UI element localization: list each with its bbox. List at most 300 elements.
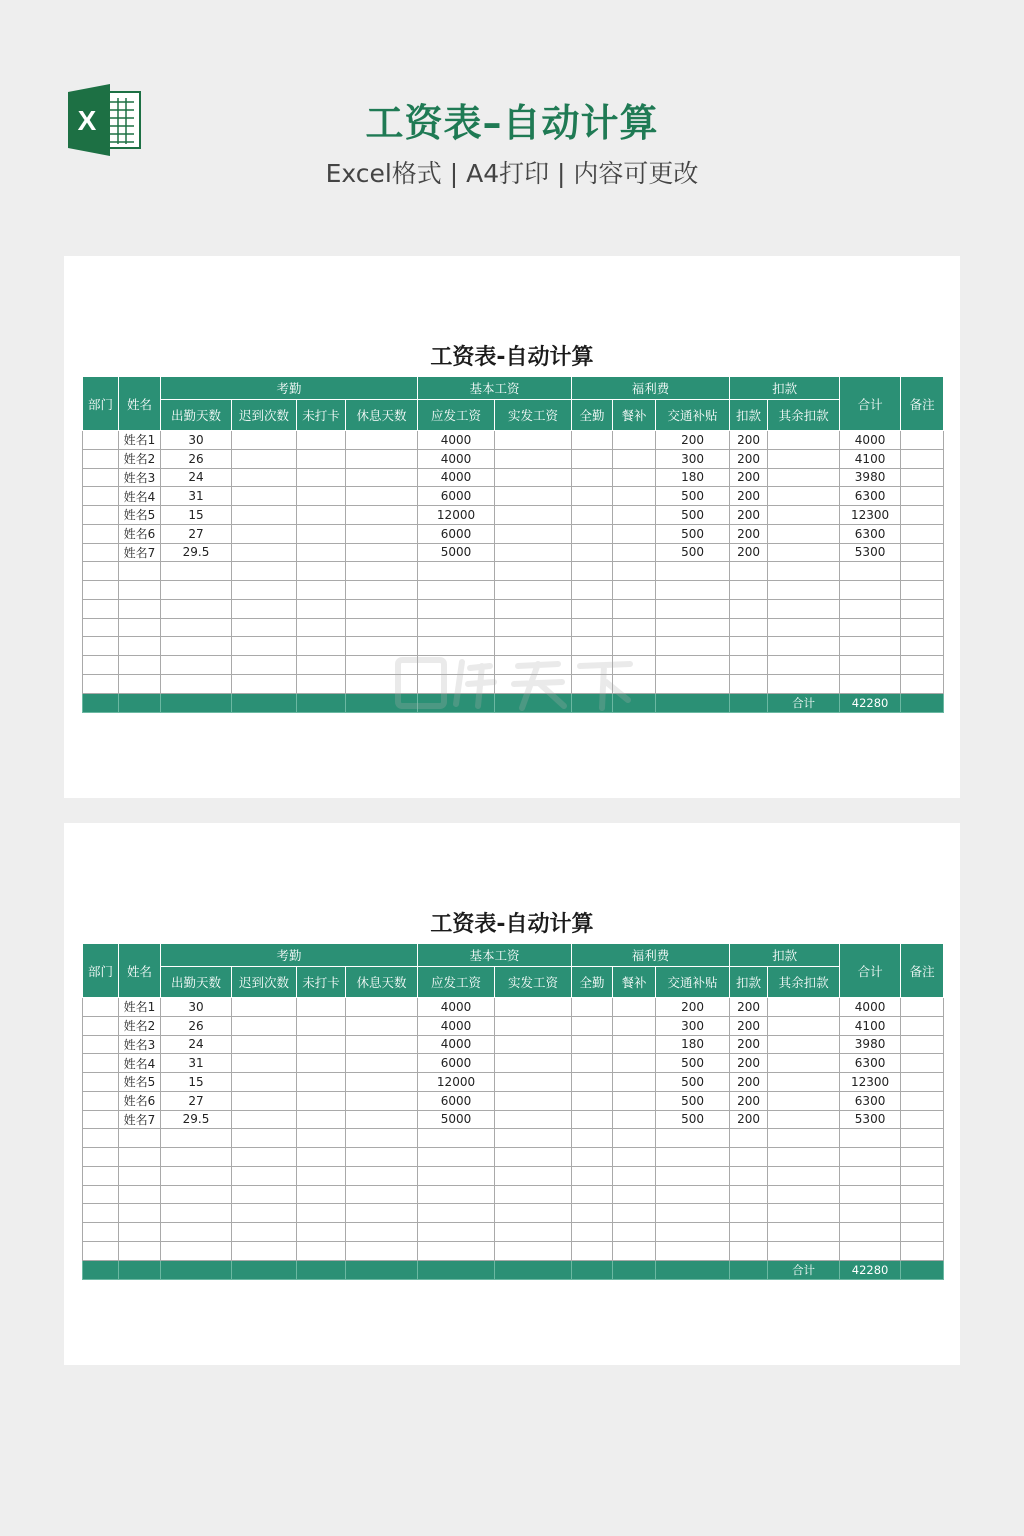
empty-cell[interactable] [418, 1166, 495, 1185]
empty-cell[interactable] [232, 1129, 297, 1148]
cell-dept[interactable] [83, 1054, 119, 1073]
cell-total[interactable]: 4100 [840, 449, 901, 468]
empty-cell[interactable] [161, 1223, 232, 1242]
cell-other-deduct[interactable] [768, 431, 840, 450]
empty-cell[interactable] [297, 637, 346, 656]
cell-deduct[interactable]: 200 [730, 431, 768, 450]
empty-cell[interactable] [768, 637, 840, 656]
cell-rest-days[interactable] [346, 468, 418, 487]
cell-dept[interactable] [83, 506, 119, 525]
cell-work-days[interactable]: 26 [161, 449, 232, 468]
empty-cell[interactable] [613, 656, 656, 675]
cell-work-days[interactable]: 31 [161, 487, 232, 506]
empty-cell[interactable] [418, 562, 495, 581]
empty-cell[interactable] [83, 1148, 119, 1167]
cell-remarks[interactable] [901, 449, 944, 468]
cell-rest-days[interactable] [346, 431, 418, 450]
cell-no-punch[interactable] [297, 487, 346, 506]
cell-full-attendance[interactable] [572, 1035, 613, 1054]
cell-actual[interactable] [495, 1016, 572, 1035]
cell-actual[interactable] [495, 487, 572, 506]
empty-cell[interactable] [232, 1148, 297, 1167]
empty-cell[interactable] [232, 1185, 297, 1204]
empty-cell[interactable] [161, 637, 232, 656]
empty-cell[interactable] [901, 1204, 944, 1223]
empty-cell[interactable] [495, 637, 572, 656]
cell-full-attendance[interactable] [572, 468, 613, 487]
empty-cell[interactable] [297, 1129, 346, 1148]
cell-dept[interactable] [83, 1110, 119, 1129]
cell-work-days[interactable]: 30 [161, 998, 232, 1017]
cell-deduct[interactable]: 200 [730, 1054, 768, 1073]
cell-dept[interactable] [83, 524, 119, 543]
empty-cell[interactable] [119, 599, 161, 618]
cell-late-count[interactable] [232, 1016, 297, 1035]
cell-no-punch[interactable] [297, 1054, 346, 1073]
empty-cell[interactable] [656, 581, 730, 600]
empty-cell[interactable] [418, 674, 495, 693]
cell-rest-days[interactable] [346, 1016, 418, 1035]
empty-cell[interactable] [840, 581, 901, 600]
cell-other-deduct[interactable] [768, 487, 840, 506]
cell-late-count[interactable] [232, 1073, 297, 1092]
empty-cell[interactable] [119, 656, 161, 675]
cell-rest-days[interactable] [346, 506, 418, 525]
empty-cell[interactable] [495, 618, 572, 637]
cell-full-attendance[interactable] [572, 998, 613, 1017]
empty-cell[interactable] [613, 1129, 656, 1148]
cell-meal[interactable] [613, 506, 656, 525]
cell-no-punch[interactable] [297, 468, 346, 487]
empty-cell[interactable] [346, 1166, 418, 1185]
cell-late-count[interactable] [232, 543, 297, 562]
cell-name[interactable]: 姓名5 [119, 1073, 161, 1092]
cell-late-count[interactable] [232, 468, 297, 487]
empty-cell[interactable] [840, 618, 901, 637]
cell-dept[interactable] [83, 1035, 119, 1054]
cell-no-punch[interactable] [297, 524, 346, 543]
cell-late-count[interactable] [232, 1035, 297, 1054]
empty-cell[interactable] [495, 1166, 572, 1185]
empty-cell[interactable] [297, 1204, 346, 1223]
cell-meal[interactable] [613, 1110, 656, 1129]
empty-cell[interactable] [572, 1241, 613, 1260]
cell-no-punch[interactable] [297, 543, 346, 562]
cell-deduct[interactable]: 200 [730, 506, 768, 525]
cell-total[interactable]: 6300 [840, 524, 901, 543]
cell-payable[interactable]: 6000 [418, 487, 495, 506]
cell-transport[interactable]: 500 [656, 524, 730, 543]
empty-cell[interactable] [730, 1166, 768, 1185]
cell-remarks[interactable] [901, 1054, 944, 1073]
cell-transport[interactable]: 500 [656, 1073, 730, 1092]
cell-remarks[interactable] [901, 1110, 944, 1129]
cell-full-attendance[interactable] [572, 1016, 613, 1035]
empty-cell[interactable] [768, 1223, 840, 1242]
empty-cell[interactable] [418, 1148, 495, 1167]
empty-cell[interactable] [730, 1148, 768, 1167]
empty-cell[interactable] [297, 1166, 346, 1185]
cell-meal[interactable] [613, 543, 656, 562]
cell-name[interactable]: 姓名2 [119, 449, 161, 468]
cell-deduct[interactable]: 200 [730, 1091, 768, 1110]
empty-cell[interactable] [768, 1166, 840, 1185]
cell-full-attendance[interactable] [572, 543, 613, 562]
empty-cell[interactable] [297, 618, 346, 637]
empty-cell[interactable] [346, 674, 418, 693]
cell-rest-days[interactable] [346, 1073, 418, 1092]
cell-actual[interactable] [495, 998, 572, 1017]
cell-total[interactable]: 4000 [840, 431, 901, 450]
empty-cell[interactable] [232, 562, 297, 581]
cell-no-punch[interactable] [297, 998, 346, 1017]
empty-cell[interactable] [232, 637, 297, 656]
cell-transport[interactable]: 500 [656, 506, 730, 525]
empty-cell[interactable] [232, 618, 297, 637]
empty-cell[interactable] [346, 562, 418, 581]
empty-cell[interactable] [161, 1204, 232, 1223]
cell-meal[interactable] [613, 487, 656, 506]
empty-cell[interactable] [346, 1129, 418, 1148]
empty-cell[interactable] [768, 656, 840, 675]
empty-cell[interactable] [840, 1223, 901, 1242]
empty-cell[interactable] [161, 656, 232, 675]
cell-remarks[interactable] [901, 543, 944, 562]
empty-cell[interactable] [346, 1204, 418, 1223]
empty-cell[interactable] [901, 1223, 944, 1242]
empty-cell[interactable] [613, 674, 656, 693]
cell-name[interactable]: 姓名2 [119, 1016, 161, 1035]
cell-dept[interactable] [83, 998, 119, 1017]
cell-rest-days[interactable] [346, 524, 418, 543]
cell-actual[interactable] [495, 468, 572, 487]
cell-name[interactable]: 姓名3 [119, 1035, 161, 1054]
empty-cell[interactable] [119, 618, 161, 637]
cell-work-days[interactable]: 24 [161, 1035, 232, 1054]
empty-cell[interactable] [730, 618, 768, 637]
empty-cell[interactable] [161, 581, 232, 600]
empty-cell[interactable] [901, 1241, 944, 1260]
empty-cell[interactable] [495, 1223, 572, 1242]
empty-cell[interactable] [161, 1148, 232, 1167]
cell-payable[interactable]: 6000 [418, 1091, 495, 1110]
empty-cell[interactable] [83, 1241, 119, 1260]
empty-cell[interactable] [656, 656, 730, 675]
empty-cell[interactable] [656, 1223, 730, 1242]
empty-cell[interactable] [83, 656, 119, 675]
cell-remarks[interactable] [901, 506, 944, 525]
empty-cell[interactable] [840, 1166, 901, 1185]
empty-cell[interactable] [495, 674, 572, 693]
empty-cell[interactable] [119, 1129, 161, 1148]
empty-cell[interactable] [730, 1241, 768, 1260]
empty-cell[interactable] [656, 1241, 730, 1260]
empty-cell[interactable] [656, 1204, 730, 1223]
cell-dept[interactable] [83, 468, 119, 487]
cell-other-deduct[interactable] [768, 449, 840, 468]
cell-name[interactable]: 姓名7 [119, 1110, 161, 1129]
empty-cell[interactable] [495, 562, 572, 581]
cell-actual[interactable] [495, 1091, 572, 1110]
empty-cell[interactable] [656, 562, 730, 581]
cell-meal[interactable] [613, 1073, 656, 1092]
empty-cell[interactable] [656, 1129, 730, 1148]
empty-cell[interactable] [346, 656, 418, 675]
cell-full-attendance[interactable] [572, 1054, 613, 1073]
cell-actual[interactable] [495, 1110, 572, 1129]
empty-cell[interactable] [119, 674, 161, 693]
cell-remarks[interactable] [901, 487, 944, 506]
cell-remarks[interactable] [901, 524, 944, 543]
cell-deduct[interactable]: 200 [730, 1035, 768, 1054]
empty-cell[interactable] [656, 637, 730, 656]
empty-cell[interactable] [297, 1223, 346, 1242]
cell-transport[interactable]: 180 [656, 1035, 730, 1054]
cell-no-punch[interactable] [297, 1073, 346, 1092]
empty-cell[interactable] [613, 1241, 656, 1260]
empty-cell[interactable] [656, 599, 730, 618]
empty-cell[interactable] [901, 581, 944, 600]
cell-total[interactable]: 6300 [840, 487, 901, 506]
cell-full-attendance[interactable] [572, 1073, 613, 1092]
cell-name[interactable]: 姓名7 [119, 543, 161, 562]
empty-cell[interactable] [768, 1148, 840, 1167]
cell-dept[interactable] [83, 1016, 119, 1035]
empty-cell[interactable] [572, 1129, 613, 1148]
empty-cell[interactable] [119, 637, 161, 656]
cell-full-attendance[interactable] [572, 524, 613, 543]
cell-work-days[interactable]: 29.5 [161, 543, 232, 562]
cell-transport[interactable]: 180 [656, 468, 730, 487]
cell-name[interactable]: 姓名6 [119, 1091, 161, 1110]
empty-cell[interactable] [83, 637, 119, 656]
empty-cell[interactable] [901, 1166, 944, 1185]
empty-cell[interactable] [840, 1185, 901, 1204]
empty-cell[interactable] [572, 618, 613, 637]
empty-cell[interactable] [730, 674, 768, 693]
cell-total[interactable]: 3980 [840, 468, 901, 487]
empty-cell[interactable] [346, 1185, 418, 1204]
cell-actual[interactable] [495, 543, 572, 562]
cell-other-deduct[interactable] [768, 998, 840, 1017]
empty-cell[interactable] [161, 618, 232, 637]
empty-cell[interactable] [768, 581, 840, 600]
empty-cell[interactable] [730, 1129, 768, 1148]
cell-late-count[interactable] [232, 487, 297, 506]
cell-deduct[interactable]: 200 [730, 543, 768, 562]
cell-payable[interactable]: 5000 [418, 1110, 495, 1129]
cell-dept[interactable] [83, 431, 119, 450]
cell-dept[interactable] [83, 487, 119, 506]
cell-actual[interactable] [495, 1035, 572, 1054]
cell-other-deduct[interactable] [768, 468, 840, 487]
cell-deduct[interactable]: 200 [730, 1016, 768, 1035]
empty-cell[interactable] [613, 599, 656, 618]
cell-total[interactable]: 12300 [840, 506, 901, 525]
empty-cell[interactable] [768, 1129, 840, 1148]
cell-name[interactable]: 姓名4 [119, 487, 161, 506]
empty-cell[interactable] [572, 1204, 613, 1223]
cell-work-days[interactable]: 27 [161, 1091, 232, 1110]
cell-full-attendance[interactable] [572, 506, 613, 525]
empty-cell[interactable] [119, 1148, 161, 1167]
cell-late-count[interactable] [232, 998, 297, 1017]
empty-cell[interactable] [572, 1185, 613, 1204]
empty-cell[interactable] [418, 637, 495, 656]
cell-other-deduct[interactable] [768, 524, 840, 543]
cell-name[interactable]: 姓名6 [119, 524, 161, 543]
empty-cell[interactable] [613, 1166, 656, 1185]
empty-cell[interactable] [418, 1204, 495, 1223]
empty-cell[interactable] [840, 1204, 901, 1223]
cell-transport[interactable]: 500 [656, 1091, 730, 1110]
empty-cell[interactable] [346, 1223, 418, 1242]
cell-other-deduct[interactable] [768, 1091, 840, 1110]
empty-cell[interactable] [901, 674, 944, 693]
empty-cell[interactable] [495, 1129, 572, 1148]
empty-cell[interactable] [730, 656, 768, 675]
empty-cell[interactable] [572, 1148, 613, 1167]
empty-cell[interactable] [83, 599, 119, 618]
cell-meal[interactable] [613, 1016, 656, 1035]
cell-work-days[interactable]: 24 [161, 468, 232, 487]
empty-cell[interactable] [656, 1148, 730, 1167]
cell-work-days[interactable]: 27 [161, 524, 232, 543]
empty-cell[interactable] [768, 618, 840, 637]
cell-total[interactable]: 6300 [840, 1091, 901, 1110]
cell-dept[interactable] [83, 543, 119, 562]
empty-cell[interactable] [613, 562, 656, 581]
cell-payable[interactable]: 12000 [418, 506, 495, 525]
empty-cell[interactable] [840, 1129, 901, 1148]
cell-meal[interactable] [613, 431, 656, 450]
empty-cell[interactable] [495, 581, 572, 600]
empty-cell[interactable] [297, 1148, 346, 1167]
empty-cell[interactable] [83, 618, 119, 637]
cell-remarks[interactable] [901, 1091, 944, 1110]
empty-cell[interactable] [232, 656, 297, 675]
cell-deduct[interactable]: 200 [730, 449, 768, 468]
cell-remarks[interactable] [901, 1073, 944, 1092]
empty-cell[interactable] [119, 581, 161, 600]
cell-other-deduct[interactable] [768, 1016, 840, 1035]
empty-cell[interactable] [418, 599, 495, 618]
empty-cell[interactable] [901, 656, 944, 675]
empty-cell[interactable] [232, 1204, 297, 1223]
empty-cell[interactable] [119, 1204, 161, 1223]
cell-transport[interactable]: 300 [656, 1016, 730, 1035]
empty-cell[interactable] [613, 1148, 656, 1167]
cell-no-punch[interactable] [297, 1016, 346, 1035]
cell-payable[interactable]: 4000 [418, 998, 495, 1017]
cell-work-days[interactable]: 29.5 [161, 1110, 232, 1129]
cell-late-count[interactable] [232, 449, 297, 468]
cell-payable[interactable]: 6000 [418, 1054, 495, 1073]
empty-cell[interactable] [232, 581, 297, 600]
empty-cell[interactable] [901, 1129, 944, 1148]
empty-cell[interactable] [656, 1185, 730, 1204]
cell-remarks[interactable] [901, 1016, 944, 1035]
cell-full-attendance[interactable] [572, 487, 613, 506]
cell-rest-days[interactable] [346, 998, 418, 1017]
empty-cell[interactable] [768, 562, 840, 581]
empty-cell[interactable] [495, 1185, 572, 1204]
empty-cell[interactable] [232, 1166, 297, 1185]
empty-cell[interactable] [840, 1148, 901, 1167]
empty-cell[interactable] [346, 1241, 418, 1260]
empty-cell[interactable] [119, 1241, 161, 1260]
empty-cell[interactable] [572, 562, 613, 581]
empty-cell[interactable] [119, 1185, 161, 1204]
cell-work-days[interactable]: 31 [161, 1054, 232, 1073]
cell-meal[interactable] [613, 468, 656, 487]
cell-meal[interactable] [613, 449, 656, 468]
empty-cell[interactable] [297, 674, 346, 693]
empty-cell[interactable] [840, 1241, 901, 1260]
cell-payable[interactable]: 4000 [418, 449, 495, 468]
cell-total[interactable]: 5300 [840, 543, 901, 562]
cell-no-punch[interactable] [297, 449, 346, 468]
empty-cell[interactable] [83, 1166, 119, 1185]
empty-cell[interactable] [901, 618, 944, 637]
empty-cell[interactable] [161, 562, 232, 581]
empty-cell[interactable] [346, 599, 418, 618]
cell-total[interactable]: 3980 [840, 1035, 901, 1054]
empty-cell[interactable] [346, 581, 418, 600]
empty-cell[interactable] [232, 1241, 297, 1260]
empty-cell[interactable] [418, 1241, 495, 1260]
cell-meal[interactable] [613, 1054, 656, 1073]
empty-cell[interactable] [572, 637, 613, 656]
cell-late-count[interactable] [232, 1091, 297, 1110]
empty-cell[interactable] [613, 581, 656, 600]
cell-meal[interactable] [613, 524, 656, 543]
cell-no-punch[interactable] [297, 506, 346, 525]
cell-dept[interactable] [83, 1073, 119, 1092]
empty-cell[interactable] [232, 599, 297, 618]
cell-payable[interactable]: 6000 [418, 524, 495, 543]
cell-meal[interactable] [613, 1091, 656, 1110]
empty-cell[interactable] [418, 1223, 495, 1242]
empty-cell[interactable] [418, 656, 495, 675]
cell-total[interactable]: 12300 [840, 1073, 901, 1092]
empty-cell[interactable] [613, 1204, 656, 1223]
cell-work-days[interactable]: 15 [161, 506, 232, 525]
empty-cell[interactable] [768, 674, 840, 693]
empty-cell[interactable] [572, 674, 613, 693]
cell-transport[interactable]: 500 [656, 1054, 730, 1073]
empty-cell[interactable] [840, 656, 901, 675]
empty-cell[interactable] [83, 674, 119, 693]
empty-cell[interactable] [161, 1241, 232, 1260]
empty-cell[interactable] [297, 656, 346, 675]
cell-deduct[interactable]: 200 [730, 1110, 768, 1129]
cell-full-attendance[interactable] [572, 449, 613, 468]
empty-cell[interactable] [418, 581, 495, 600]
empty-cell[interactable] [572, 1223, 613, 1242]
cell-other-deduct[interactable] [768, 543, 840, 562]
empty-cell[interactable] [840, 674, 901, 693]
cell-late-count[interactable] [232, 524, 297, 543]
empty-cell[interactable] [161, 599, 232, 618]
empty-cell[interactable] [730, 1223, 768, 1242]
cell-transport[interactable]: 200 [656, 431, 730, 450]
cell-other-deduct[interactable] [768, 506, 840, 525]
cell-transport[interactable]: 500 [656, 1110, 730, 1129]
empty-cell[interactable] [656, 1166, 730, 1185]
empty-cell[interactable] [840, 599, 901, 618]
empty-cell[interactable] [495, 1148, 572, 1167]
